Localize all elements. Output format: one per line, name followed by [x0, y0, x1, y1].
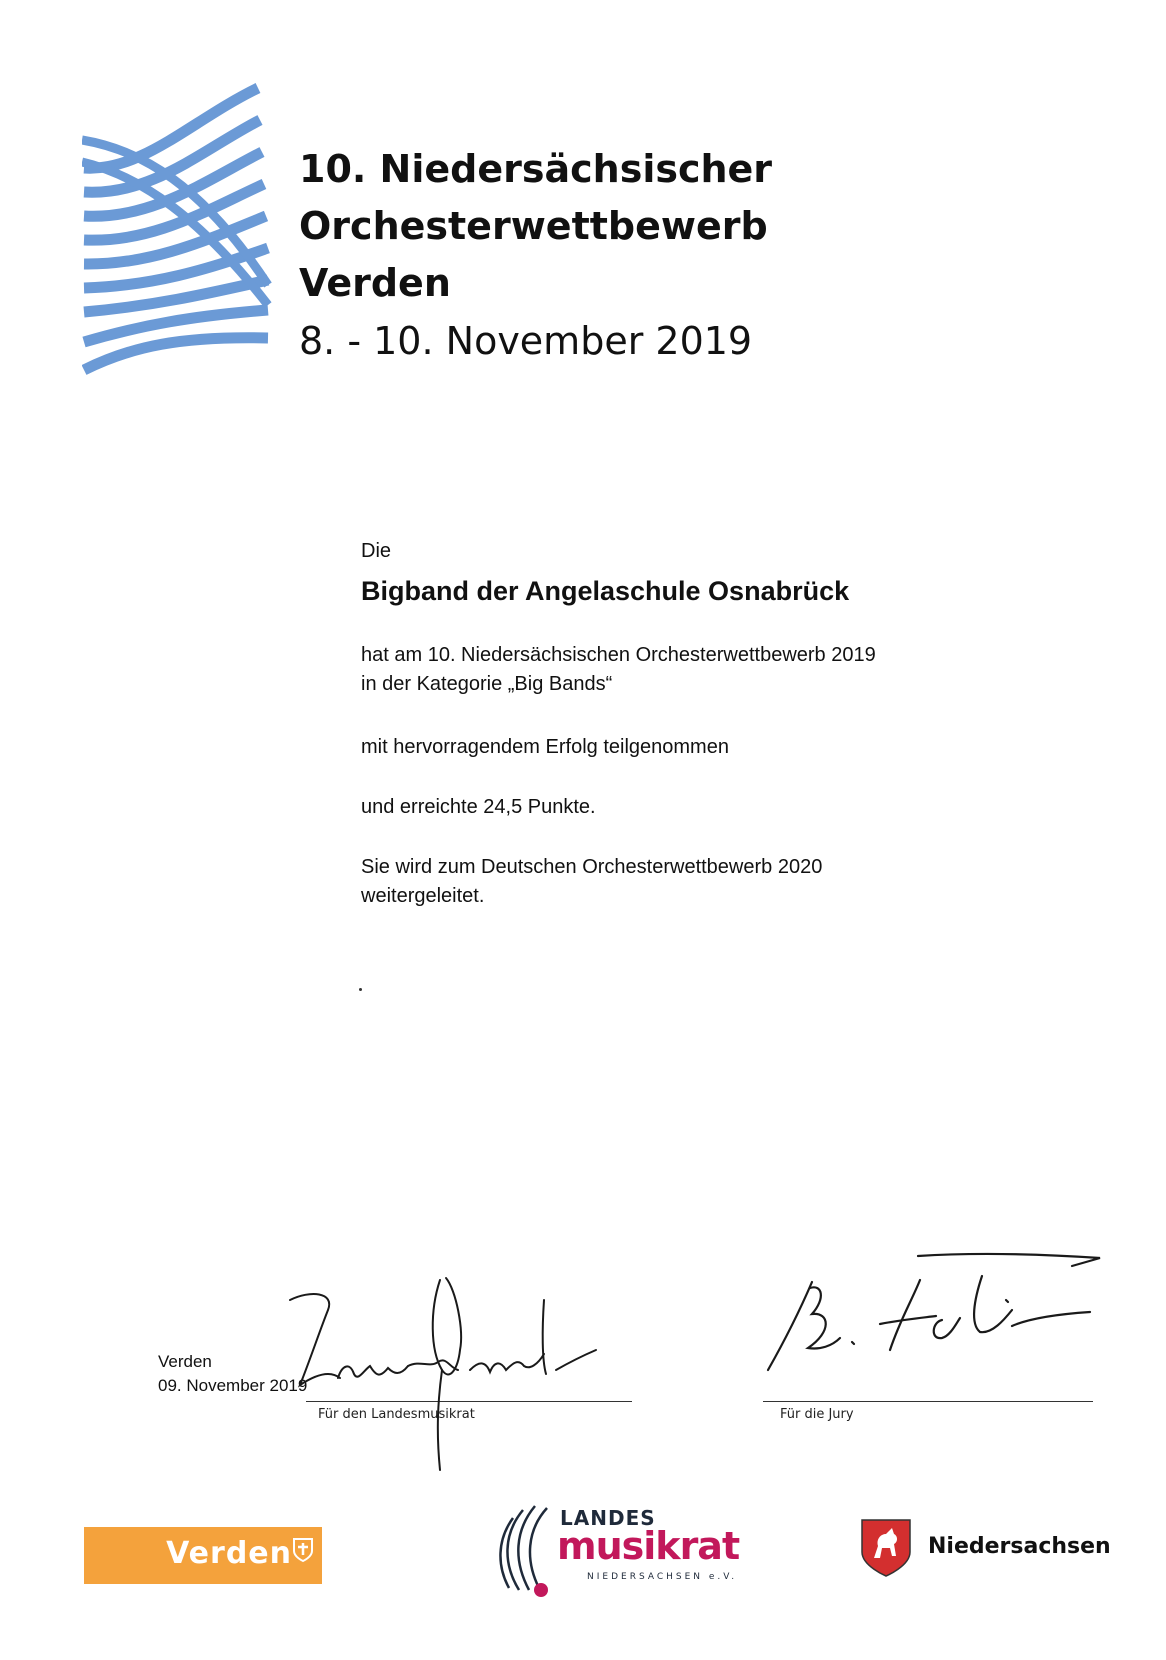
score-statement: und erreichte 24,5 Punkte.	[361, 796, 596, 818]
participation-line: hat am 10. Niedersächsischen Orchesterwettbewerb 2019	[361, 644, 876, 666]
success-statement: mit hervorragendem Erfolg teilgenommen	[361, 736, 729, 758]
event-date-range: 8. - 10. November 2019	[299, 319, 753, 363]
horse-crest-icon	[860, 1518, 912, 1578]
title-line-1: 10. Niedersächsischer	[299, 147, 773, 191]
verden-city-logo	[84, 1527, 322, 1584]
niedersachsen-label: Niedersachsen	[928, 1534, 1111, 1559]
musikrat-landes-text: LANDES	[560, 1506, 656, 1530]
participation-statement	[361, 641, 876, 699]
signature-caption-jury: Für die Jury	[780, 1407, 854, 1422]
landesmusikrat-logo	[495, 1500, 740, 1600]
forwarding-statement	[361, 853, 822, 911]
sound-arcs-icon	[495, 1500, 565, 1600]
musikrat-word-text: musikrat	[557, 1524, 740, 1568]
forwarding-line-end: weitergeleitet.	[361, 885, 485, 907]
signature-line-right	[763, 1401, 1093, 1402]
title-line-2: Orchesterwettbewerb	[299, 204, 768, 248]
certificate-recipient: Bigband der Angelaschule Osnabrück	[361, 576, 850, 606]
title-line-3: Verden	[299, 261, 451, 305]
handwritten-signature-jury	[760, 1240, 1140, 1400]
verden-logo-text: Verden	[166, 1536, 292, 1571]
stray-dot	[359, 988, 362, 991]
shield-cross-icon	[292, 1537, 314, 1563]
category-line: in der Kategorie „Big Bands“	[361, 673, 613, 695]
signature-caption-landesmusikrat: Für den Landesmusikrat	[318, 1407, 475, 1422]
signature-place: Verden	[158, 1352, 212, 1371]
handwritten-signature-landesmusikrat	[280, 1270, 640, 1480]
forwarding-line: Sie wird zum Deutschen Orchesterwettbewerb 2020	[361, 856, 823, 878]
niedersachsen-state-logo	[860, 1518, 1111, 1580]
musikrat-subtitle: NIEDERSACHSEN e.V.	[587, 1572, 738, 1582]
certificate-intro: Die	[361, 540, 392, 562]
signature-date: 09. November 2019	[158, 1376, 308, 1395]
competition-wave-logo	[82, 80, 272, 375]
